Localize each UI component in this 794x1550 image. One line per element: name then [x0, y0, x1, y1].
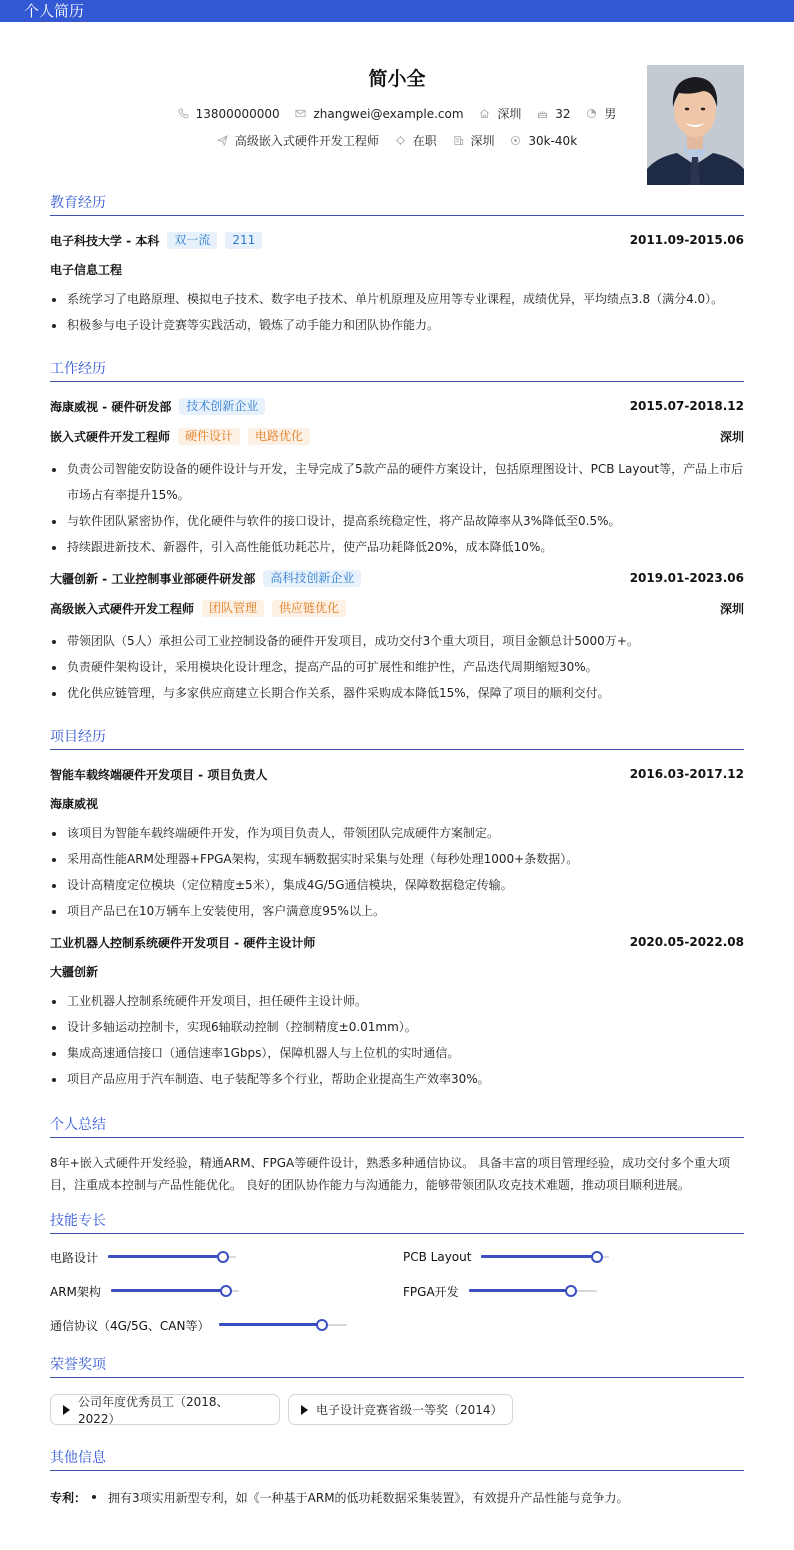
- skill-slider[interactable]: [469, 1284, 597, 1298]
- expected-city-item: [453, 132, 495, 149]
- patent-label: 专利：: [50, 1490, 87, 1505]
- status-icon: [395, 135, 406, 146]
- bullet-item: 集成高速通信接口（通信速率1Gbps），保障机器人与上位机的实时通信。: [50, 1040, 744, 1066]
- work-entry-header: [50, 396, 744, 416]
- send-icon: [217, 135, 228, 146]
- email-value: zhangwei@example.com: [313, 107, 464, 121]
- contact-info-row: [50, 105, 744, 122]
- skill-item: [50, 1308, 403, 1342]
- project-entry-header: [50, 932, 744, 952]
- role-name: 高级嵌入式硬件开发工程师: [50, 601, 195, 616]
- section-title-work: 工作经历: [50, 358, 744, 382]
- bullet-item: 该项目为智能车载终端硬件开发，作为项目负责人，带领团队完成硬件方案制定。: [50, 820, 744, 846]
- skill-slider[interactable]: [481, 1250, 609, 1264]
- skill-item: [50, 1240, 403, 1274]
- skill-label: PCB Layout: [403, 1250, 472, 1264]
- page-title: 个人简历: [24, 2, 85, 20]
- award-item[interactable]: [288, 1394, 513, 1425]
- position-value: 高级嵌入式硬件开发工程师: [234, 134, 379, 148]
- gender-value: 男: [604, 107, 617, 121]
- gender-item: [586, 105, 616, 122]
- role-tag: 电路优化: [248, 428, 310, 445]
- project-name: 工业机器人控制系统硬件开发项目 - 硬件主设计师: [50, 935, 316, 950]
- cake-icon: [537, 108, 548, 119]
- home-icon: [479, 108, 490, 119]
- slider-thumb[interactable]: [220, 1285, 232, 1297]
- bullet-item: 项目产品应用于汽车制造、电子装配等多个行业，帮助企业提高生产效率30%。: [50, 1066, 744, 1092]
- patent-row: [50, 1487, 744, 1507]
- age-value: 32: [555, 107, 571, 121]
- summary-section: [50, 1114, 744, 1196]
- projects-section: [50, 726, 744, 1092]
- education-date: 2011.09-2015.06: [629, 233, 744, 247]
- work-role-row: [50, 598, 744, 618]
- work-date: 2015.07-2018.12: [629, 399, 744, 413]
- skill-slider[interactable]: [219, 1318, 347, 1332]
- coin-icon: [510, 135, 521, 146]
- status-item: [395, 132, 437, 149]
- location-item: [479, 105, 521, 122]
- skills-grid: [50, 1240, 744, 1342]
- skill-label: ARM架构: [50, 1284, 101, 1299]
- school-tag: 211: [225, 232, 262, 249]
- salary-item: [510, 134, 577, 148]
- slider-thumb[interactable]: [565, 1285, 577, 1297]
- work-bullets: [50, 628, 744, 706]
- project-bullets: [50, 988, 744, 1092]
- bullet-item: 积极参与电子设计竞赛等实践活动，锻炼了动手能力和团队协作能力。: [50, 312, 744, 338]
- slider-thumb[interactable]: [217, 1251, 229, 1263]
- mail-icon: [295, 108, 306, 119]
- section-title-awards: 荣誉奖项: [50, 1354, 744, 1378]
- award-item[interactable]: [50, 1394, 280, 1425]
- award-label: 公司年度优秀员工（2018、2022）: [78, 1394, 229, 1426]
- bullet-item: 采用高性能ARM处理器+FPGA架构，实现车辆数据实时采集与处理（每秒处理1000+条数据）。: [50, 846, 744, 872]
- education-bullets: [50, 286, 744, 338]
- patent-text: 拥有3项实用新型专利，如《一种基于ARM的低功耗数据采集装置》，有效提升产品性能与竞争力。: [108, 1490, 629, 1505]
- app-header: [0, 0, 794, 22]
- phone-icon: [178, 108, 189, 119]
- project-date: 2016.03-2017.12: [629, 767, 744, 781]
- skill-item: [403, 1274, 744, 1308]
- skill-item: [50, 1274, 403, 1308]
- skills-section: [50, 1210, 744, 1342]
- status-value: 在职: [412, 134, 437, 148]
- profile-header: [50, 22, 744, 192]
- profile-photo: [647, 65, 744, 185]
- candidate-name: 简小全: [368, 68, 426, 90]
- school-tag: 双一流: [167, 232, 217, 249]
- job-intent-row: [50, 132, 744, 149]
- expected-city-value: 深圳: [470, 134, 495, 148]
- section-title-summary: 个人总结: [50, 1114, 744, 1138]
- bullet-item: 带领团队（5人）承担公司工业控制设备的硬件开发项目，成功交付3个重大项目，项目金额总计5000万+。: [50, 628, 744, 654]
- work-city: 深圳: [719, 601, 744, 616]
- project-company: 海康威视: [50, 797, 99, 811]
- education-section: [50, 192, 744, 338]
- major-name: 电子信息工程: [50, 263, 123, 277]
- bullet-item: 项目产品已在10万辆车上安装使用，客户满意度95%以上。: [50, 898, 744, 924]
- bullet-dot: [92, 1495, 96, 1499]
- work-date: 2019.01-2023.06: [629, 571, 744, 585]
- salary-value: 30k-40k: [528, 134, 578, 148]
- work-bullets: [50, 456, 744, 560]
- awards-section: [50, 1354, 744, 1425]
- project-entry-header: [50, 764, 744, 784]
- company-tag: 高科技创新企业: [263, 570, 361, 587]
- skill-slider[interactable]: [108, 1250, 236, 1264]
- section-title-other: 其他信息: [50, 1447, 744, 1471]
- company-name: 大疆创新 - 工业控制事业部硬件研发部: [50, 571, 256, 586]
- role-tag: 硬件设计: [178, 428, 240, 445]
- phone-item: [178, 107, 280, 121]
- slider-thumb[interactable]: [316, 1319, 328, 1331]
- bullet-item: 工业机器人控制系统硬件开发项目，担任硬件主设计师。: [50, 988, 744, 1014]
- role-name: 嵌入式硬件开发工程师: [50, 429, 171, 444]
- role-tag: 团队管理: [202, 600, 264, 617]
- slider-thumb[interactable]: [591, 1251, 603, 1263]
- work-entry-header: [50, 568, 744, 588]
- bullet-item: 负责硬件架构设计，采用模块化设计理念，提高产品的可扩展性和维护性，产品迭代周期缩短30%。: [50, 654, 744, 680]
- project-date: 2020.05-2022.08: [629, 935, 744, 949]
- skill-label: 电路设计: [50, 1250, 99, 1265]
- role-tag: 供应链优化: [272, 600, 346, 617]
- work-role-row: [50, 426, 744, 446]
- education-entry-header: [50, 230, 744, 250]
- bullet-item: 负责公司智能安防设备的硬件设计与开发，主导完成了5款产品的硬件方案设计，包括原理图设计、PCB Layout等，产品上市后市场占有率提升15%。: [50, 456, 744, 508]
- section-title-education: 教育经历: [50, 192, 744, 216]
- caret-right-icon: [301, 1405, 308, 1415]
- skill-item: [403, 1240, 744, 1274]
- skill-slider[interactable]: [111, 1284, 239, 1298]
- section-title-projects: 项目经历: [50, 726, 744, 750]
- bullet-item: 系统学习了电路原理、模拟电子技术、数字电子技术、单片机原理及应用等专业课程，成绩优异，平均绩点3.8（满分4.0）。: [50, 286, 744, 312]
- email-item: [295, 107, 463, 121]
- bullet-item: 设计高精度定位模块（定位精度±5米），集成4G/5G通信模块，保障数据稳定传输。: [50, 872, 744, 898]
- position-item: [217, 132, 379, 149]
- project-name: 智能车载终端硬件开发项目 - 项目负责人: [50, 767, 268, 782]
- project-company: 大疆创新: [50, 965, 99, 979]
- skill-label: 通信协议（4G/5G、CAN等）: [50, 1318, 210, 1333]
- work-city: 深圳: [719, 429, 744, 444]
- section-title-skills: 技能专长: [50, 1210, 744, 1234]
- company-name: 海康威视 - 硬件研发部: [50, 399, 172, 414]
- other-section: [50, 1447, 744, 1507]
- bullet-item: 与软件团队紧密协作，优化硬件与软件的接口设计，提高系统稳定性，将产品故障率从3%降低至0.5%。: [50, 508, 744, 534]
- age-item: [537, 107, 570, 121]
- gender-icon: [586, 108, 597, 119]
- summary-text: 8年+嵌入式硬件开发经验，精通ARM、FPGA等硬件设计，熟悉多种通信协议。 具备丰富的项目管理经验，成功交付多个重大项目，注重成本控制与产品性能优化。 良好的团队协作能力与沟通能力，能够带领团队攻克技术难题，推动项目顺利进展。: [50, 1156, 731, 1192]
- work-section: [50, 358, 744, 706]
- project-bullets: [50, 820, 744, 924]
- bullet-item: 持续跟进新技术、新器件，引入高性能低功耗芯片，使产品功耗降低20%，成本降低10%。: [50, 534, 744, 560]
- caret-right-icon: [63, 1405, 70, 1415]
- resume-page: [0, 22, 794, 1537]
- location-value: 深圳: [497, 107, 522, 121]
- school-name: 电子科技大学 - 本科: [50, 233, 160, 248]
- bullet-item: 优化供应链管理，与多家供应商建立长期合作关系，器件采购成本降低15%，保障了项目的顺利交付。: [50, 680, 744, 706]
- company-tag: 技术创新企业: [179, 398, 265, 415]
- bullet-item: 设计多轴运动控制卡，实现6轴联动控制（控制精度±0.01mm）。: [50, 1014, 744, 1040]
- awards-list: [50, 1394, 744, 1425]
- skill-label: FPGA开发: [403, 1284, 459, 1299]
- award-label: 电子设计竞赛省级一等奖（2014）: [316, 1403, 503, 1417]
- phone-value: 13800000000: [195, 107, 280, 121]
- building-icon: [453, 135, 464, 146]
